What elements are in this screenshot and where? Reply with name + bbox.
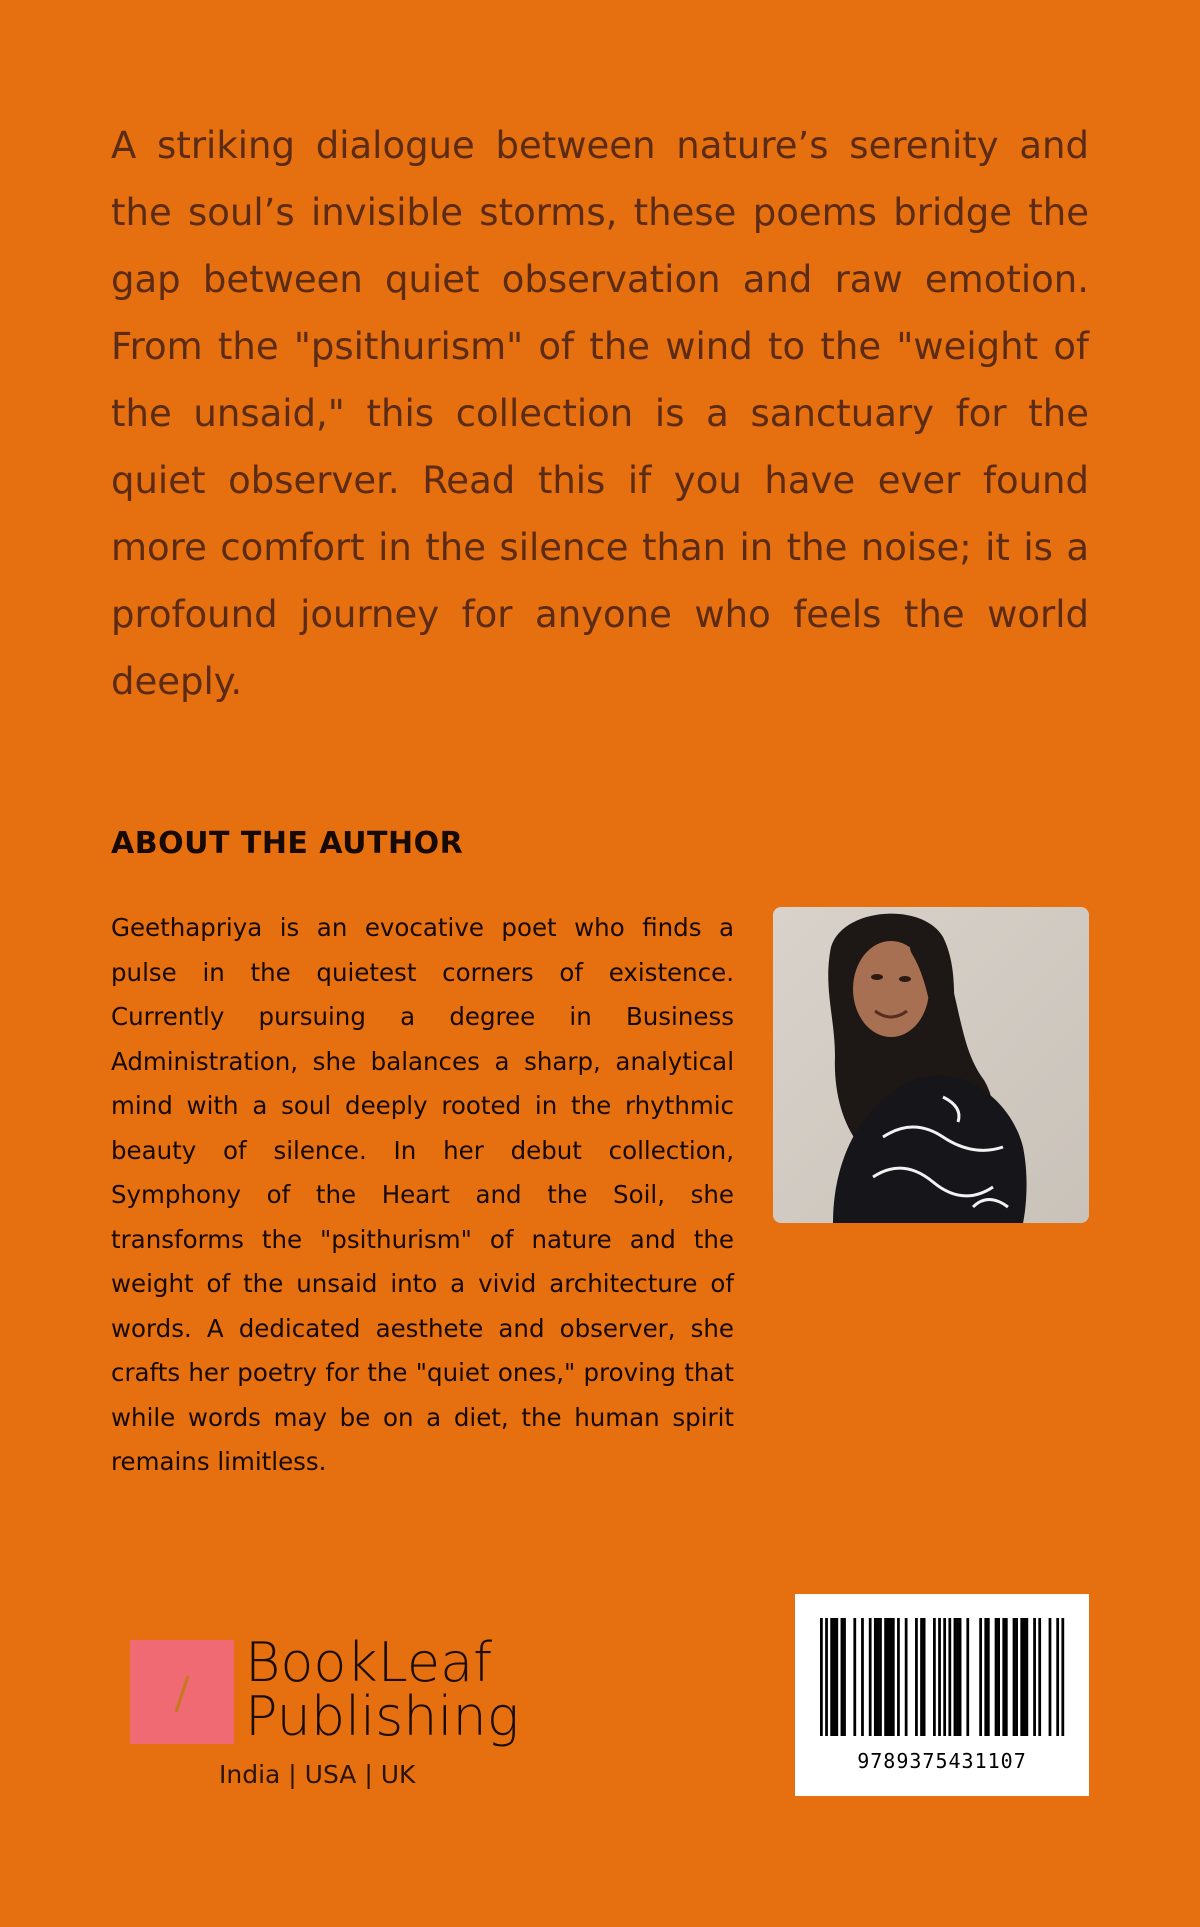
- barcode-bar: [1033, 1618, 1036, 1736]
- barcode-bar: [1020, 1618, 1023, 1736]
- barcode-bar: [879, 1618, 882, 1736]
- barcode-bar: [1061, 1618, 1064, 1736]
- barcode-bar: [1056, 1618, 1059, 1736]
- publisher-regions: India | USA | UK: [219, 1760, 416, 1789]
- barcode-bar: [979, 1618, 982, 1736]
- author-photo: [773, 907, 1089, 1223]
- isbn-number: 9789375431107: [857, 1749, 1027, 1773]
- barcode-bar: [874, 1618, 877, 1736]
- barcode-bar: [915, 1618, 918, 1736]
- barcode-bar: [943, 1618, 946, 1736]
- barcode-bar: [869, 1618, 872, 1736]
- barcode-bar: [853, 1618, 856, 1736]
- barcode-bar: [938, 1618, 941, 1736]
- barcode-bar: [861, 1618, 864, 1736]
- isbn-barcode: [795, 1594, 1089, 1796]
- barcode-bar: [959, 1618, 962, 1736]
- barcode-bar: [897, 1618, 900, 1736]
- barcode-bar: [884, 1618, 887, 1736]
- barcode-bar: [984, 1618, 987, 1736]
- barcode-bar: [923, 1618, 926, 1736]
- publisher-name: [245, 1631, 520, 1748]
- barcode-bar: [1013, 1618, 1016, 1736]
- barcode-bar: [833, 1618, 836, 1736]
- barcode-bar: [1005, 1618, 1008, 1736]
- barcode-bar: [892, 1618, 895, 1736]
- barcode-bar: [1049, 1618, 1052, 1736]
- barcode-bar: [1025, 1618, 1028, 1736]
- publisher-logo: [130, 1631, 530, 1796]
- barcode-bar: [841, 1618, 844, 1736]
- barcode-bar: [1002, 1618, 1005, 1736]
- author-bio: Geethapriya is an evocative poet who finds a pulse in the quietest corners of existence. Currently pursuing a degree in Business Administration, she balances a sharp, analytical mind with a soul deeply rooted in the rhythmic beauty of silence. In her debut collection, Symphony of the Heart and the Soil, she transforms the "psithurism" of nature and the weight of the unsaid into a vivid architecture of words. A dedicated aesthete and observer, she crafts her poetry for the "quiet ones," proving that while words may be on a diet, the human spirit remains limitless.: [111, 913, 734, 1476]
- back-cover-blurb: A striking dialogue between nature’s serenity and the soul’s invisible storms, these poems bridge the gap between quiet observation and raw emotion. From the "psithurism" of the wind to the "weight of the unsaid," this collection is a sanctuary for the quiet observer. Read this if you have ever found more comfort in the silence than in the noise; it is a profound journey for anyone who feels the world deeply.: [111, 124, 1089, 703]
- publisher-name-line2: Publishing: [245, 1685, 520, 1748]
- about-author-heading: ABOUT THE AUTHOR: [111, 826, 464, 861]
- leaf-slash-icon: [130, 1640, 234, 1744]
- barcode-bar: [825, 1618, 828, 1736]
- barcode-bar: [830, 1618, 833, 1736]
- barcode-bar: [905, 1618, 908, 1736]
- barcode-bar: [820, 1618, 823, 1736]
- barcode-bar: [843, 1618, 846, 1736]
- barcode-bar: [956, 1618, 959, 1736]
- barcode-bar: [920, 1618, 923, 1736]
- barcode-bar: [887, 1618, 890, 1736]
- barcode-bar: [1023, 1618, 1026, 1736]
- publisher-name-line1: BookLeaf: [245, 1631, 493, 1694]
- barcode-bar: [948, 1618, 951, 1736]
- barcode-bar: [966, 1618, 969, 1736]
- barcode-bar: [1038, 1618, 1041, 1736]
- barcode-bar: [877, 1618, 880, 1736]
- barcode-bar: [995, 1618, 998, 1736]
- barcode-bar: [997, 1618, 1000, 1736]
- barcode-bar: [1015, 1618, 1018, 1736]
- barcode-bars: [795, 1594, 1089, 1744]
- barcode-bar: [954, 1618, 957, 1736]
- barcode-bar: [933, 1618, 936, 1736]
- barcode-bar: [889, 1618, 892, 1736]
- barcode-bar: [835, 1618, 838, 1736]
- barcode-bar: [987, 1618, 990, 1736]
